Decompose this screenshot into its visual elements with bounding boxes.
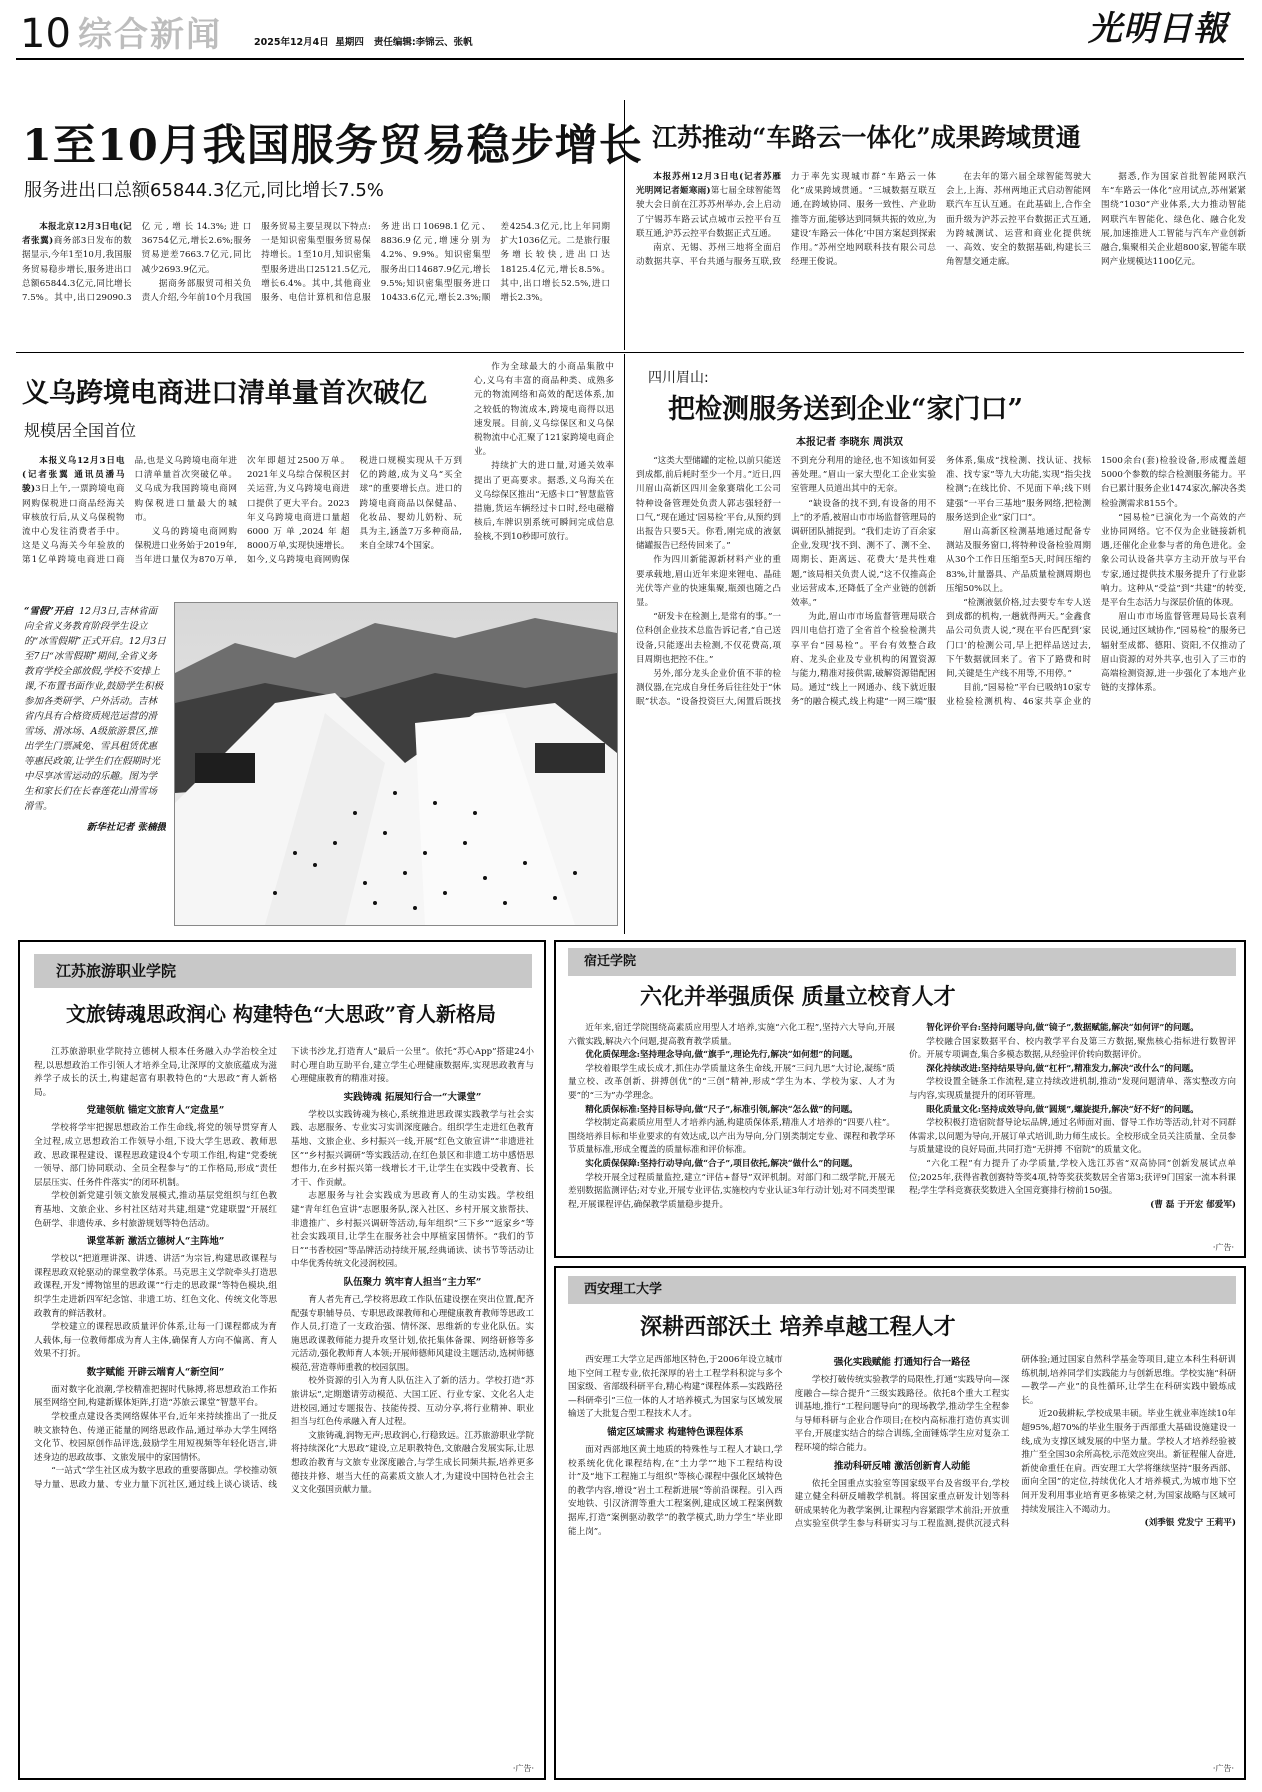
ad1-body	[34, 1046, 534, 1758]
newspaper-logo: 光明日報	[1088, 9, 1228, 49]
ad3-label: ·广告·	[1212, 1764, 1234, 1773]
a4-paragraph: 作为四川新能源新材料产业的重要承载地,眉山近年来迎来锂电、晶硅光伏等产业的快速集聚,瓶颈也随之凸显。	[636, 555, 781, 609]
photo-caption-text: 12月3日,吉林省面向全省义务教育阶段学生设立的“冰雪假期”正式开启。12月3日至7日“冰雪假期”期间,全省义务教育学校全部放假,学校不安排上课,不布置书面作业,鼓励学生积极参加各类研学、户外活动。吉林省内具有合格资质规范运营的滑雪场、滑冰场、A级旅游景区,推出学生门票减免、雪具租赁优惠等惠民政策,让学生们在假期时光中尽享冰雪运动的乐趣。图为学生和家长们在长春莲花山滑雪场滑雪。	[24, 606, 166, 812]
ad3-school: 西安理工大学	[584, 1282, 663, 1297]
editor-credit: 责任编辑:李锦云、张帆	[373, 37, 473, 48]
a3-body-left	[22, 454, 462, 590]
ad2-signature: (曹 磊 于开宏 郁爱军)	[1150, 1199, 1236, 1210]
photo-caption-title: “雪假”开启	[24, 606, 73, 617]
a3-dateline: 本报义乌12月3日电(记者张翼 通讯员潘马骏)	[22, 456, 125, 495]
a4-paragraph: “缺设备的找不到,有设备的用不上”的矛盾,被眉山市市场监督管理局的调研团队捕捉到。“我们走访了百余家企业,发现‘找不到、测不了、测不全、周期长、距离远、花费大’是共性难题,”该局相关负责人说,“这不仅推高企业运营成本,还降低了全产业链的创新效率。”	[791, 498, 936, 609]
a4-paragraph: “这类大型储罐的定检,以前只能送到成都,前后耗时至少一个月。”近日,四川眉山高新区四川金象赛瑞化工公司特种设备管理处负责人郭志强轻舒一口气,“现在通过‘园易检’平台,从预约到出报告只要5天。你看,刚完成的液氨储罐报告已经传回来了。”	[636, 456, 781, 552]
ad2-paragraph: 学校积极打造宿院督导论坛品牌,通过名师面对面、督导工作坊等活动,针对不同群体需求,以问题为导向,开展订单式培训,助力师生成长。全校形成全员关注质量、全员参与质量建设的良好局面,共同打造“无拼搏 不宿院”的质量文化。	[909, 1118, 1236, 1156]
a3-headline: 义乌跨境电商进口清单量首次破亿	[22, 378, 427, 409]
ad3-paragraph: 面对西部地区黄土地质的特殊性与工程人才缺口,学校系统化优化课程结构,在“土力学”“地下工程结构设计”及“地下工程施工与组织”等核心课程中强化区域特色的教学内容,增设“岩土工程新进展”等前沿课程。引入西安地铁、引汉济渭等重大工程案例,建成区域工程案例数据库,打造“案例驱动教学”的教学模式,助力学生“毕业即能上岗”。	[568, 1444, 783, 1537]
ad1-paragraph: 学校建立的课程思政质量评价体系,让每一门课程都成为育人载体,每一位教师都成为育人主体,确保育人方向不偏离、育人效果不打折。	[34, 1322, 277, 1360]
a4-paragraph: 另外,部分龙头企业价值不菲的检测仪器,在完成自身任务后往往处于“休眠”状态。“设备投资巨大,闲置后既找不到充分利用的途径,也不知该如何妥善处理。”眉山一家大型化工企业实验室管理人员道出其中的无奈。	[636, 456, 936, 708]
a4-paragraph: 眉山高新区检测基地通过配备专测站及服务窗口,将特种设备检验周期从30个工作日压缩至5天,时间压缩约83%,计量器具、产品质量检测周期也压缩50%以上。	[946, 527, 1091, 594]
ad1-paragraph: 学校将学牢把握思想政治工作生命线,将党的领导贯穿育人全过程,成立思想政治工作领导小组,下设大学生思政、教师思政、思政课程建设、课程思政建设4个专项工作组,构建“党委统一领导、部门协同联动、全员全程参与”的工作格局,形成“责任层层压实、任务件件落实”的闭环机制。	[34, 1123, 277, 1188]
ad1-subhead: 实践铸魂 拓展知行合一“大课堂”	[343, 1091, 482, 1103]
ad3-subhead: 锚定区域需求 构建特色课程体系	[607, 1426, 744, 1438]
ad2-paragraph: “六化工程”有力提升了办学质量,学校入选江苏省“双高协同”创新发展试点单位;2025年,获得省教创赛特等奖4项,特等奖获奖数居全省第3;获评9门国家一流本科课程;学生学科竞赛获奖数进入全国竞赛排行榜前150强。	[909, 1158, 1236, 1197]
section-rule	[16, 352, 1244, 353]
ad1-subhead: 党建领航 锚定文旅育人“定盘星”	[86, 1105, 225, 1117]
a2-dateline: 本报苏州12月3日电(记者苏雁 光明网记者姬寒雨)	[636, 172, 781, 197]
photo-caption	[24, 604, 166, 929]
ad2-paragraph: 学校着眼学生成长成才,抓住办学质量这条生命线,开展“三问九思”大讨论,凝练“质量立校、改革创新、拼搏创优”的“三创”精神,形成“学生为本、学校为家、人才为要”的“三为”办学理念。	[568, 1063, 895, 1101]
ad3-headline: 深耕西部沃土 培养卓越工程人才	[640, 1314, 956, 1340]
ad2-point: 精化质保标准:坚持目标导向,做“尺子”,标准引领,解决“怎么做”的问题。	[585, 1104, 858, 1115]
a1-paragraph: 商务部3日发布的数据显示,今年1至10月,我国服务贸易稳步增长,服务进出口总额65844.3亿元,同比增长7.5%。其中,出口29090.3亿元,增长14.3%;进口36754亿元,增长2.6%;服务贸易逆差7663.7亿元,同比减少2693.9亿元。	[22, 222, 252, 304]
a4-paragraph: “检测液氨价格,过去要专车专人送到成都的机构,一趟就得两天。”金鑫食品公司负责人说,“现在平台匹配到‘家门口’的检测公司,早上把样品送过去,下午数据就回来了。省下了路费和时间,关键是生产线不用等,不用停。”	[946, 598, 1091, 680]
ad3-paragraph: 依托全国重点实验室等国家级平台及省级平台,学校建立健全科研反哺教学机制。将国家重点研发计划等科研成果转化为教学案例,让课程内容紧跟学术前沿;开放重点实验室供学生参与科研实习与工程监测,提供沉浸式科研体验;通过国家自然科学基金等项目,建立本科生科研训练机制,培养同学们实践能力与创新思维。学校实施“科研—教学—产业”的良性循环,让学生在科研实践中锻炼成长。	[794, 1355, 1236, 1530]
ad1-paragraph: 面对数字化浪潮,学校精准把握时代脉搏,将思想政治工作拓展至网络空间,构建新媒体矩阵,打造“苏旅云课堂”智慧平台。	[34, 1384, 277, 1409]
column-divider	[624, 354, 625, 934]
ad2-point: 眼化质量文化:坚持成效导向,做“圆规”,螺旋提升,解决“好不好”的问题。	[926, 1104, 1199, 1115]
ad1-paragraph: 校外资源的引入为育人队伍注入了新的活力。学校打造“苏旅讲坛”,定期邀请劳动模范、大国工匠、行业专家、文化名人走进校园,通过专题报告、技能传授、互动分享,将行业精神、职业担当与红色传承融入育人过程。	[291, 1376, 534, 1428]
section-name: 综合新闻	[78, 15, 222, 55]
a1-subheadline: 服务进出口总额65844.3亿元,同比增长7.5%	[24, 180, 384, 201]
masthead-rule	[16, 58, 1244, 60]
page-number: 10	[20, 11, 71, 57]
ad1-paragraph: 志愿服务与社会实践成为思政育人的生动实践。学校组建“青年红色宣讲”志愿服务队,深入社区、乡村开展文旅帮扶、非遗推广、乡村振兴调研等活动,每年组织“三下乡”“返家乡”等社会实践项目,让学生在服务社会中厚植家国情怀。“我们的节日”“书香校园”等品牌活动持续开展,经典诵读、读书节等活动让中华优秀传统文化浸润校园。	[291, 1191, 534, 1270]
ad3-paragraph: 学校打破传统实验教学的局限性,打通“实践导向—深度融合—综合提升”三级实践路径。依托8个重大工程实训基地,推行“工程问题导向”的现场教学,推动学生全程参与导师科研与企业合作项目;在校内高标准打造仿真实训平台,开展虚实结合的综合训练,全面锤炼学生应对复杂工程环境的综合能力。	[794, 1375, 1010, 1453]
ad2-paragraph: 学校制定高素质应用型人才培养内涵,构建质保体系,精准人才培养的“四要八柱”。围绕培养目标和毕业要求的有效达成,以产出为导向,分门别类制定专业、课程和教学环节质量标准,形成全覆盖的质量标准和评价标准。	[568, 1118, 895, 1156]
ad2-school: 宿迁学院	[584, 954, 637, 969]
ad2-header-band	[568, 948, 1236, 976]
a4-kicker: 四川眉山:	[648, 370, 709, 386]
photo-credit: 新华社记者 张楠摄	[86, 822, 166, 833]
a4-paragraph: 眉山市市场监督管理局局长袁利民说,通过区域协作,“园易检”的服务已辐射至成都、德阳、资阳,不仅推动了眉山资源的对外共享,也引入了三市的高端检测资源,进一步强化了本地产业链的支撑体系。	[1101, 612, 1246, 694]
ad2-point: 实化质保保障:坚持行动导向,做“合子”,项目依托,解决“做什么”的问题。	[585, 1158, 858, 1169]
ad2-point: 优化质保理念:坚持理念导向,做“旗手”,理论先行,解决“如何想”的问题。	[585, 1050, 858, 1061]
ad3-signature: (刘季银 党发宁 王莉平)	[1144, 1518, 1236, 1529]
a1-body	[22, 220, 610, 348]
a4-paragraph: 为此,眉山市市场监督管理局联合四川电信打造了全省首个检验检测共享平台“园易检”。平台有效整合政府、龙头企业及专业机构的闲置资源与能力,精准对接供需,破解资源错配困局。通过“线上一网通办、线下就近服务”的融合模式,线上构建“一网三端”服务体系,集成“找检测、找认证、找标准、找专家”等九大功能,实现“指尖找检测”;在线比价、不见面下单;线下则建强“一平台三基地”服务网络,把检测服务送到企业“家门口”。	[791, 456, 1091, 708]
a2-body	[636, 170, 1246, 350]
a4-paragraph: “研发卡在检测上,是常有的事。”一位科创企业技术总监告诉记者,“自己送设备,只能逐出去检测,不仅花费高,项目周期也把控不住。”	[636, 612, 781, 665]
ad1-school: 江苏旅游职业学院	[56, 962, 177, 980]
ad2-point: 智化评价平台:坚持问题导向,做“镜子”,数据赋能,解决“如何评”的问题。	[926, 1023, 1199, 1033]
a4-body	[636, 454, 1246, 934]
ad1-paragraph: 学校创新党建引领文旅发展模式,推动基层党组织与红色教育基地、文旅企业、乡村社区结对共建,组建“党建联盟”开展红色研学、非遗传承、乡村旅游规划等特色活动。	[34, 1191, 277, 1229]
a4-headline: 把检测服务送到企业“家门口”	[668, 394, 1024, 425]
a4-paragraph: 目前,“园易检”平台已吸纳10家专业检验检测机构、46家共享企业的1500余台(套)检验设备,形成覆盖超5000个参数的综合检测服务能力。平台已累计服务企业1474家次,解决各类检验测需求8155个。	[946, 456, 1246, 708]
a3-paragraph: 作为全球最大的小商品集散中心,义乌有丰富的商品种类、成熟多元的物流网络和高效的配送体系,加之较低的物流成本,跨境电商得以迅速发展。目前,义乌综保区和义乌保税物流中心汇聚了121家跨境电商企业。	[474, 362, 614, 458]
column-divider	[624, 100, 625, 350]
ad3-paragraph: 近20载耕耘,学校成果丰硕。毕业生就业率连续10年超95%,超70%的毕业生服务于西部重大基础设施建设一线,成为支撑区域发展的中坚力量。学校人才培养经验被推广至全国30余所高校,示范效应突出。新征程催人奋进,新使命重任在肩。西安理工大学将继续坚持“服务西部、面向全国”的定位,持续优化人才培养模式,为城市地下空间开发利用事业培育更多栋梁之材,为国家战略与区域可持续发展注入不竭动力。	[1021, 1409, 1236, 1515]
ad1-subhead: 课堂革新 激活立德树人“主阵地”	[86, 1236, 225, 1248]
ad1-intro: 江苏旅游职业学院持立德树人根本任务融入办学治校全过程,以思想政治工作引领人才培养全局,让深厚的文旅底蕴成为滋养学子成长的沃土,构建起富有职教特色的“大思政”育人新格局。	[34, 1047, 277, 1098]
a2-headline: 江苏推动“车路云一体化”成果跨域贯通	[652, 123, 1081, 152]
issue-date: 2025年12月4日	[254, 37, 329, 48]
a3-paragraph: 3日上午,一票跨境电商网购保税进口商品经海关审核放行后,从义乌保税物流中心发往消费者手中。这是义乌海关今年验放的第1亿单跨境电商进口商品,也是义乌跨境电商年进口清单量首次突破亿单。义乌成为我国跨境电商网购保税进口量最大的城市。	[22, 456, 237, 566]
a4-paragraph: “园易检”已演化为一个高效的产业协同网络。它不仅为企业链接新机遇,还催化企业参与者的角色进化。金象公司认设备共享方主动开放与平台专家,通过提供技术服务提升了行业影响力。这种从“受益”到“共建”的转变,是平台生态活力与深层价值的体现。	[1101, 512, 1246, 609]
ad1-paragraph: 学校以实践铸魂为核心,系统推进思政课实践教学与社会实践、志愿服务、专业实习实训深度融合。组织学生走进红色教育基地、文旅企业、乡村振兴一线,开展“红色文旅宣讲”“非遗进社区”“乡村振兴调研”等实践活动,在红色景区和非遗工坊中感悟思想伟力,在乡村振兴第一线增长才干,让学生在实践中受教育、长才干、作贡献。	[291, 1109, 534, 1188]
issue-weekday: 星期四	[335, 37, 364, 48]
a2-paragraph: 据悉,作为国家首批智能网联汽车“车路云一体化”应用试点,苏州紧紧围绕“1030”产业体系,大力推动智能网联汽车智能化、绿色化、融合化发展,加速推进人工智能与汽车产业创新融合,集聚相关企业超800家,智能车联网产业规模达1100亿元。	[1101, 172, 1246, 268]
a3-subheadline: 规模居全国首位	[24, 421, 137, 440]
ad-box-xian-tech	[554, 1266, 1246, 1780]
a3-body-right	[474, 360, 614, 592]
ad2-paragraph: 学校设置全链条工作流程,建立持续改进机制,推动“发现问题清单、落实整改方向与内容,实现质量提升的闭环管理。	[909, 1077, 1236, 1101]
ad2-label: ·广告·	[1212, 1243, 1234, 1252]
a3-paragraph: 义乌的跨境电商网购保税进口业务始于2019年,当年进口量仅为870万单,次年即超过2500万单。2021年义乌综合保税区封关运营,为义乌跨境电商进口提供了更大平台。2023年义乌跨境电商进口量超6000万单,2024年超8000万单,实现快速增长。如今,义乌跨境电商网购保税进口规模实现从千万到亿的跨越,成为义乌“买全球”的重要增长点。进口的跨境电商商品以保健品、化妆品、婴幼儿奶粉、玩具为主,涵盖7万多种商品,来自全球74个国家。	[134, 456, 462, 566]
a1-paragraph: 据商务部服贸司相关负责人介绍,今年前10个月我国服务贸易主要呈现以下特点:一是知识密集型服务贸易保持增长。1至10月,知识密集型服务进出口25121.5亿元,增长6.4%。其中,其他商业服务、电信计算机和信息服务进出口10698.1亿元、8836.9亿元,增速分别为4.2%、9.9%。知识密集型服务出口14687.9亿元,增长9.5%;知识密集型服务进口10433.6亿元,增长2.3%;顺差4254.3亿元,比上年同期扩大1036亿元。二是旅行服务增长较快,进出口达18125.4亿元,增长8.5%。其中,出口增长52.5%,进口增长2.3%。	[141, 222, 610, 304]
a1-dateline: 本报北京12月3日电(记者张翼)	[22, 222, 132, 247]
masthead-meta	[254, 34, 473, 48]
a1-headline: 1至10月我国服务贸易稳步增长	[22, 121, 643, 171]
ad3-body	[568, 1354, 1236, 1754]
ad2-paragraph: 学校开展全过程质量监控,建立“评估+督导”双评机制。对部门和二级学院,开展无差别数据监测评估;对专业,开展专业评估,实施校内专业认证3年行动计划;对不同类型课程,开展课程评估,确保教学质量稳步提升。	[568, 1172, 895, 1210]
ad3-paragraph: 西安理工大学立足西部地区特色,于2006年设立城市地下空间工程专业,依托深厚的岩土工程学科积淀与多个国家级、省部级科研平台,精心构建“课程体系—实践路径—科研牵引”三位一体的人才培养模式,为国家与区域发展输送了大批复合型工程技术人才。	[568, 1355, 783, 1420]
ad1-headline: 文旅铸魂思政润心 构建特色“大思政”育人新格局	[66, 1002, 496, 1026]
ad1-paragraph: 学校重点建设各类网络媒体平台,近年来持续推出了一批反映文旅特色、传递正能量的网络思政作品,通过举办大学生网络文化节、校园原创作品评选,鼓励学生用短视频等年轻化语言,讲述身边的思政故事、文旅发展中的家国情怀。	[34, 1412, 277, 1463]
a2-paragraph: 第七届全球智能驾驶大会日前在江苏苏州举办,会上启动了宁锡苏车路云试点城市云控平台互联互通,沪苏云控平台数据正式互通。	[636, 186, 781, 239]
ski-resort-photo	[174, 602, 618, 926]
ad2-point: 深化持续改进:坚持结果导向,做“杠杆”,精准发力,解决“改什么”的问题。	[926, 1063, 1199, 1074]
ad1-label: ·广告·	[512, 1764, 534, 1773]
ad1-paragraph: “一站式”学生社区成为数字思政的重要落脚点。学校推动领导力量、思政力量、专业力量下沉社区,通过线上谈心谈话、线下读书沙龙,打造育人“最后一公里”。依托“苏心App”搭建24小时心理自助互助平台,建立学生心理健康数据库,实现思政教育与心理健康教育的精准对接。	[34, 1047, 534, 1491]
ad-box-suqian	[554, 940, 1246, 1258]
a2-paragraph: 南京、无锡、苏州三地将全面启动数据共享、平台共通与服务互联,致力于率先实现城市群“车路云一体化”成果跨域贯通。“三城数据互联互通,在跨域协同、服务一致性、产业助推等方面,能够达到同频共振的效应,为建设‘车路云一体化’中国方案起到探索作用。”苏州空地网联科技有限公司总经理王俊说。	[636, 172, 936, 268]
ad2-headline: 六化并举强质保 质量立校育人才	[640, 984, 956, 1010]
ad1-paragraph: 学校以“把道理讲深、讲透、讲活”为宗旨,构建思政课程与课程思政双轮驱动的课堂教学体系。马克思主义学院牵头打造思政课程,开发“博物馆里的思政课”“行走的思政课”等特色模块,组织学生走进新四军纪念馆、非遗工坊、红色文化、传统文化等思政教育的鲜活教材。	[34, 1254, 277, 1319]
ski-photo-graphic	[175, 603, 617, 925]
ad1-paragraph: 育人者先育己,学校将思政工作队伍建设摆在突出位置,配齐配强专职辅导员、专职思政课教师和心理健康教育教师等思政工作人员,打造了一支政治强、情怀深、思维新的专业化队伍。实施思政课教师能力提升攻坚计划,依托集体备课、网络研修等多元活动,强化教师育人本领;开展师德师风建设主题活动,选树师德模范,营造尊师重教的校园氛围。	[291, 1294, 534, 1373]
a4-byline: 本报记者 李晓东 周洪双	[796, 437, 903, 448]
ad3-header-band	[568, 1276, 1236, 1304]
ad2-paragraph: 近年来,宿迁学院围绕高素质应用型人才培养,实施“六化工程”,坚持六大导向,开展六微实践,解决六个问题,提高教育教学质量。	[568, 1023, 895, 1047]
ad1-subhead: 队伍聚力 筑牢育人担当“主力军”	[343, 1276, 482, 1288]
ad3-subhead: 推动科研反哺 激活创新育人动能	[833, 1460, 971, 1472]
a3-paragraph: 持续扩大的进口量,对通关效率提出了更高要求。据悉,义乌海关在义乌综保区推出“无感卡口”智慧监管措施,货运车辆经过卡口时,经电磁稽核后,车牌识别系统可瞬间完成信息验核,不到10秒即可放行。	[474, 461, 614, 543]
a2-paragraph: 在去年的第六届全球智能驾驶大会上,上海、苏州两地正式启动智能网联汽车互认互通。在此基础上,合作全面升级为沪苏云控平台数据正式互通,为跨城测试、运营和商业化提供统一、高效、安全的数据基础,构建长三角智慧交通走廊。	[946, 172, 1091, 268]
ad1-subhead: 数字赋能 开辟云端育人“新空间”	[86, 1366, 225, 1378]
ad2-paragraph: 学校融合国家数据平台、校内教学平台及第三方数据,聚焦核心指标进行数智评价。开展专项调查,集合多模态数据,从经验评价转向数据评价。	[909, 1036, 1236, 1061]
ad1-paragraph: 文旅铸魂,润物无声;思政润心,行稳致远。江苏旅游职业学院将持续深化“大思政”建设,立足职教特色,文旅融合发展实际,让思想政治教育与文旅专业深度融合,与学生成长同频共振,培养更多德技并修、堪当大任的高素质文旅人才,为建设中国特色社会主义文化强国贡献力量。	[291, 1430, 534, 1496]
ad2-body	[568, 1022, 1236, 1246]
ad-box-jiangsu-tourism	[18, 940, 546, 1780]
ad3-subhead: 强化实践赋能 打通知行合一路径	[833, 1357, 971, 1368]
